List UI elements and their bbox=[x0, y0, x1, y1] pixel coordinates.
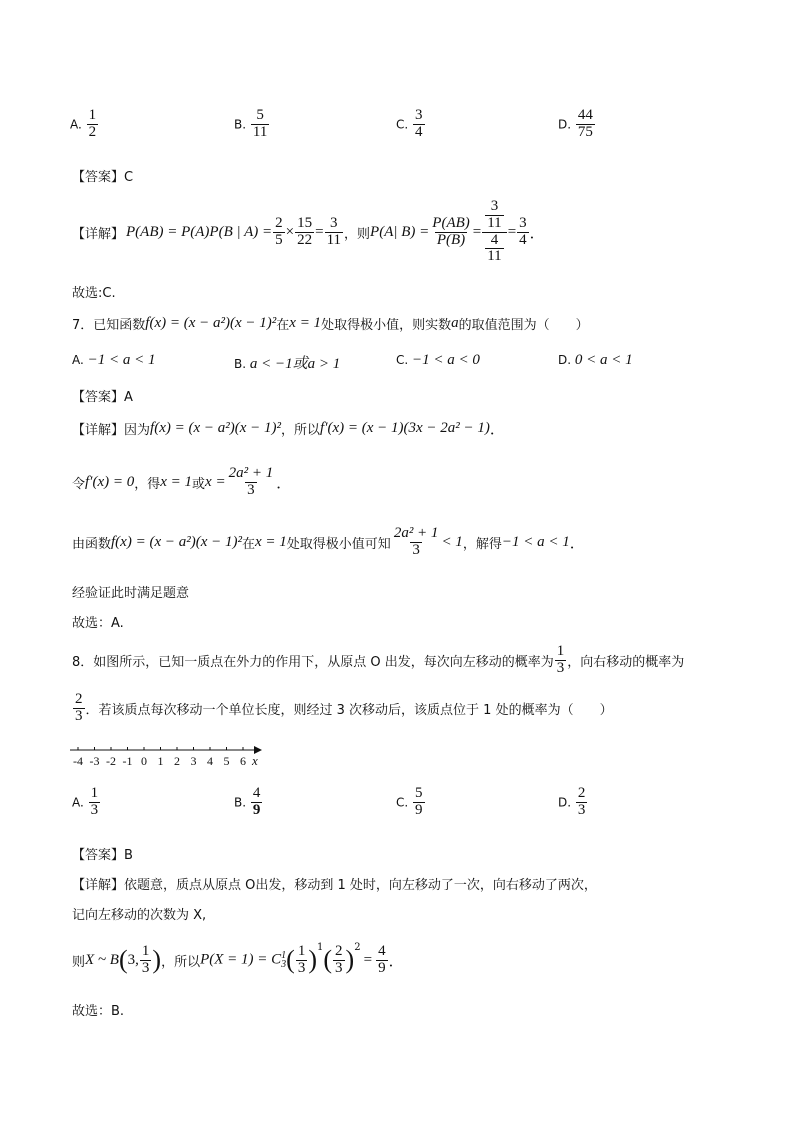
value: 0 < a < 1 bbox=[574, 352, 633, 368]
numerator: 3 bbox=[330, 214, 338, 231]
q7-option-a bbox=[72, 352, 156, 369]
period: ． bbox=[489, 422, 505, 438]
q6-option-b-fraction bbox=[251, 108, 269, 141]
q7-stem-func: f(x) = (x − a²)(x − 1)² bbox=[145, 315, 277, 331]
numerator: 1 bbox=[297, 942, 306, 959]
text: 由函数 bbox=[72, 536, 112, 552]
q7-conclusion: 故选：A. bbox=[72, 616, 124, 631]
fraction bbox=[555, 644, 567, 677]
q6-option-c bbox=[396, 108, 426, 141]
denominator: 3 bbox=[556, 659, 565, 676]
numerator: 1 bbox=[88, 107, 97, 123]
q8-stem-line2 bbox=[72, 688, 613, 728]
label: A. bbox=[72, 795, 84, 810]
denominator: 11 bbox=[326, 231, 342, 248]
fraction bbox=[392, 526, 441, 559]
axis-tick-label: 2 bbox=[174, 754, 180, 768]
fraction bbox=[89, 786, 101, 819]
numerator: 2a² + 1 bbox=[228, 464, 274, 481]
fraction bbox=[251, 786, 263, 819]
denominator: 3 bbox=[297, 959, 306, 976]
comb-sub: 3 bbox=[281, 959, 287, 970]
denominator: 4 bbox=[415, 123, 423, 140]
q6-detail bbox=[72, 192, 545, 272]
q6-option-d-label: D. bbox=[558, 117, 572, 132]
q6-option-c-fraction bbox=[413, 108, 425, 141]
q8-option-d bbox=[558, 786, 588, 819]
fraction bbox=[333, 944, 345, 977]
numerator: 1 bbox=[556, 642, 565, 659]
q7-stem bbox=[72, 314, 589, 333]
denominator: 3 bbox=[247, 481, 255, 498]
denominator: 3 bbox=[90, 801, 99, 818]
q6-options bbox=[70, 108, 730, 148]
axis-label: x bbox=[252, 753, 258, 768]
text: ，解得 bbox=[462, 536, 502, 552]
denominator: 9 bbox=[252, 801, 261, 818]
numerator: 2 bbox=[275, 214, 283, 231]
fraction bbox=[576, 786, 588, 819]
then-text: ，则 bbox=[344, 226, 371, 242]
axis-tick-label: 5 bbox=[223, 754, 230, 768]
equals-sign-3: = bbox=[507, 223, 517, 240]
numerator: 1 bbox=[90, 785, 99, 801]
x-value: x = 1 bbox=[160, 473, 193, 490]
q6-detail-frac-2 bbox=[295, 216, 314, 249]
q8-answer bbox=[72, 844, 133, 863]
label: A. bbox=[72, 353, 84, 367]
label: C. bbox=[396, 353, 409, 367]
q8-option-c bbox=[396, 786, 426, 819]
q7-options bbox=[72, 352, 732, 372]
q6-option-d bbox=[558, 108, 596, 141]
fraction bbox=[376, 944, 388, 977]
q6-option-d-fraction bbox=[576, 108, 595, 141]
numerator: 15 bbox=[297, 214, 313, 231]
distribution: X ~ B bbox=[85, 951, 119, 968]
denominator: P(B) bbox=[436, 231, 466, 248]
q6-option-b-label: B. bbox=[234, 117, 247, 132]
nested-top bbox=[482, 199, 506, 232]
func: f(x) = (x − a²)(x − 1)² bbox=[111, 533, 242, 550]
q6-detail-expr-2: P(A| B) = bbox=[370, 223, 430, 240]
text: ，向右移动的概率为 bbox=[567, 654, 685, 670]
label: B. bbox=[234, 357, 247, 371]
q6-detail-frac-5 bbox=[517, 216, 529, 249]
q8-detail-line1 bbox=[72, 874, 597, 893]
q8-number-line bbox=[68, 738, 268, 772]
axis-tick-label: 1 bbox=[157, 754, 164, 768]
numerator: 2 bbox=[577, 785, 586, 801]
denominator: 3 bbox=[75, 707, 83, 724]
q8-detail-line2: 记向左移动的次数为 X, bbox=[72, 908, 207, 923]
numerator: 2 bbox=[335, 942, 343, 959]
fraction bbox=[140, 944, 152, 977]
probability-expr bbox=[200, 951, 286, 969]
numerator: 3 bbox=[415, 107, 423, 123]
q8-option-a bbox=[72, 786, 101, 819]
q7-stem-2: 在 bbox=[276, 318, 290, 333]
axis-tick-label: 4 bbox=[207, 754, 213, 768]
axis-tick-label: -3 bbox=[89, 754, 100, 768]
q6-detail-frac-4 bbox=[430, 216, 471, 249]
less-than: < 1 bbox=[441, 533, 463, 550]
axis-tick-label: 3 bbox=[190, 754, 197, 768]
denominator: 75 bbox=[577, 123, 593, 140]
fraction bbox=[413, 786, 425, 819]
q6-option-a-label: A. bbox=[70, 117, 82, 132]
right-paren: ) bbox=[152, 945, 162, 974]
answer-value: B bbox=[124, 848, 133, 863]
numerator: 5 bbox=[415, 785, 423, 801]
label: D. bbox=[558, 795, 572, 810]
q6-option-a bbox=[70, 108, 99, 141]
period: ． bbox=[529, 225, 545, 242]
period: ． bbox=[569, 535, 585, 552]
q6-option-a-fraction bbox=[87, 108, 99, 141]
q7-stem-4: 的取值范围为（ ） bbox=[458, 318, 589, 333]
text: 依题意，质点从原点 O出发，移动到 1 处时，向左移动了一次，向右移动了两次， bbox=[124, 878, 597, 893]
numerator: 4 bbox=[378, 942, 386, 959]
axis-tick-labels bbox=[73, 754, 246, 768]
text: 处取得极小值可知 bbox=[286, 536, 391, 552]
axis-tick-label: -1 bbox=[122, 754, 133, 768]
denominator: 3 bbox=[141, 959, 150, 976]
denominator: 2 bbox=[88, 123, 97, 140]
numerator: P(AB) bbox=[432, 214, 470, 231]
text: ，所以 bbox=[161, 954, 201, 970]
denominator: 22 bbox=[297, 231, 313, 248]
nested-bottom bbox=[482, 232, 506, 266]
q8-conclusion: 故选：B. bbox=[72, 1004, 125, 1019]
q8-option-b bbox=[234, 786, 263, 819]
q7-option-c bbox=[396, 352, 480, 369]
q7-verify: 经验证此时满足题意 bbox=[72, 586, 190, 601]
numerator: 44 bbox=[577, 107, 593, 123]
func: f(x) = (x − a²)(x − 1)² bbox=[150, 420, 282, 436]
equation: f′(x) = 0 bbox=[85, 473, 135, 490]
power: 2 bbox=[354, 942, 361, 953]
denominator: 9 bbox=[378, 959, 386, 976]
q7-answer bbox=[72, 386, 133, 405]
text: 令 bbox=[72, 476, 86, 492]
value: a < −1或a > 1 bbox=[249, 356, 341, 372]
q8-detail-line3 bbox=[72, 936, 404, 984]
x-eq: x = bbox=[205, 473, 226, 490]
denominator: 9 bbox=[415, 801, 423, 818]
q6-detail-expr-1: P(AB) = P(A)P(B | A) = bbox=[126, 223, 273, 240]
q7-stem-3: 处取得极小值，则实数 bbox=[321, 318, 452, 333]
expr: P(X = 1) = C bbox=[200, 951, 282, 968]
range: −1 < a < 1 bbox=[501, 533, 570, 550]
q6-conclusion: 故选:C. bbox=[72, 286, 116, 301]
fraction bbox=[73, 692, 85, 725]
text: ．若该质点每次移动一个单位长度，则经过 3 次移动后，该质点位于 1 处的概率为（ ） bbox=[85, 702, 613, 718]
fraction bbox=[296, 944, 308, 977]
q7-detail-line2 bbox=[72, 460, 291, 504]
axis-tick-label: -4 bbox=[73, 754, 83, 768]
q7-stem-x1: x = 1 bbox=[289, 315, 322, 331]
q7-detail-line3 bbox=[72, 520, 585, 564]
answer-value: A bbox=[124, 390, 133, 405]
q6-detail-nested-frac bbox=[482, 199, 506, 265]
answer-tag: 【答案】 bbox=[72, 848, 125, 863]
text: ，所以 bbox=[281, 423, 321, 438]
derivative: f′(x) = (x − 1)(3x − 2a² − 1) bbox=[320, 420, 490, 436]
label: B. bbox=[234, 795, 247, 810]
detail-tag: 【详解】 bbox=[72, 878, 125, 893]
text: 因为 bbox=[124, 423, 151, 438]
answer-tag: 【答案】 bbox=[72, 390, 125, 405]
param-n: 3, bbox=[127, 951, 139, 968]
denominator: 11 bbox=[487, 214, 502, 231]
times-sign: × bbox=[285, 223, 295, 240]
q7-stem-1: 7．已知函数 bbox=[72, 318, 146, 333]
right-paren: ) bbox=[345, 945, 355, 974]
detail-tag: 【详解】 bbox=[72, 226, 125, 242]
q6-answer bbox=[72, 166, 133, 185]
q8-stem-line1 bbox=[72, 640, 684, 680]
denominator: 4 bbox=[519, 231, 527, 248]
comb-sup: 1 bbox=[281, 950, 287, 961]
answer-value: C bbox=[124, 170, 134, 185]
nested-bottom-frac bbox=[485, 233, 503, 266]
answer-tag: 【答案】 bbox=[72, 170, 125, 185]
q6-detail-frac-3 bbox=[325, 216, 343, 249]
text: 则 bbox=[72, 954, 86, 970]
numerator: 2a² + 1 bbox=[393, 524, 439, 541]
denominator: 5 bbox=[275, 231, 283, 248]
period: ． bbox=[388, 953, 404, 970]
q8-options bbox=[72, 786, 732, 826]
value: −1 < a < 0 bbox=[412, 352, 480, 368]
power: 1 bbox=[317, 942, 324, 953]
equals-sign-2: = bbox=[472, 223, 482, 240]
denominator: 11 bbox=[487, 248, 502, 265]
q6-option-c-label: C. bbox=[396, 117, 409, 132]
q6-option-b bbox=[234, 108, 270, 141]
detail-tag: 【详解】 bbox=[72, 423, 125, 438]
equals-sign: = bbox=[315, 223, 324, 240]
denominator: 11 bbox=[252, 123, 268, 140]
left-paren: ( bbox=[118, 945, 128, 974]
value: −1 < a < 1 bbox=[87, 352, 156, 368]
q7-detail-line1 bbox=[72, 418, 505, 439]
left-paren: ( bbox=[323, 945, 333, 974]
numerator: 1 bbox=[141, 942, 150, 959]
equals-sign: = bbox=[363, 951, 373, 968]
fraction bbox=[227, 466, 276, 499]
x-value: x = 1 bbox=[255, 533, 287, 550]
axis-tick-label: 6 bbox=[240, 754, 246, 768]
numerator: 3 bbox=[519, 214, 527, 231]
numerator: 4 bbox=[252, 785, 261, 801]
numerator: 4 bbox=[490, 231, 499, 248]
label: C. bbox=[396, 795, 409, 810]
denominator: 3 bbox=[412, 541, 420, 558]
nested-top-frac bbox=[485, 199, 503, 232]
text: 8．如图所示，已知一质点在外力的作用下，从原点 O 出发，每次向左移动的概率为 bbox=[72, 654, 554, 670]
denominator: 3 bbox=[335, 959, 343, 976]
q7-option-d bbox=[558, 352, 633, 369]
denominator: 3 bbox=[577, 801, 586, 818]
or-text: 或 bbox=[192, 476, 206, 492]
numerator: 2 bbox=[75, 690, 83, 707]
period: ． bbox=[276, 475, 292, 492]
text: ，得 bbox=[134, 476, 161, 492]
left-paren: ( bbox=[286, 945, 295, 974]
right-paren: ) bbox=[308, 945, 317, 974]
numerator: 3 bbox=[490, 198, 499, 214]
q6-detail-frac-1 bbox=[273, 216, 285, 249]
axis-tick-label: 0 bbox=[141, 754, 147, 768]
label: D. bbox=[558, 353, 572, 367]
q7-stem-a: a bbox=[451, 315, 459, 331]
text: 在 bbox=[242, 536, 256, 552]
axis-tick-label: -2 bbox=[106, 754, 116, 768]
q7-option-b bbox=[234, 352, 340, 373]
numerator: 5 bbox=[256, 107, 264, 123]
